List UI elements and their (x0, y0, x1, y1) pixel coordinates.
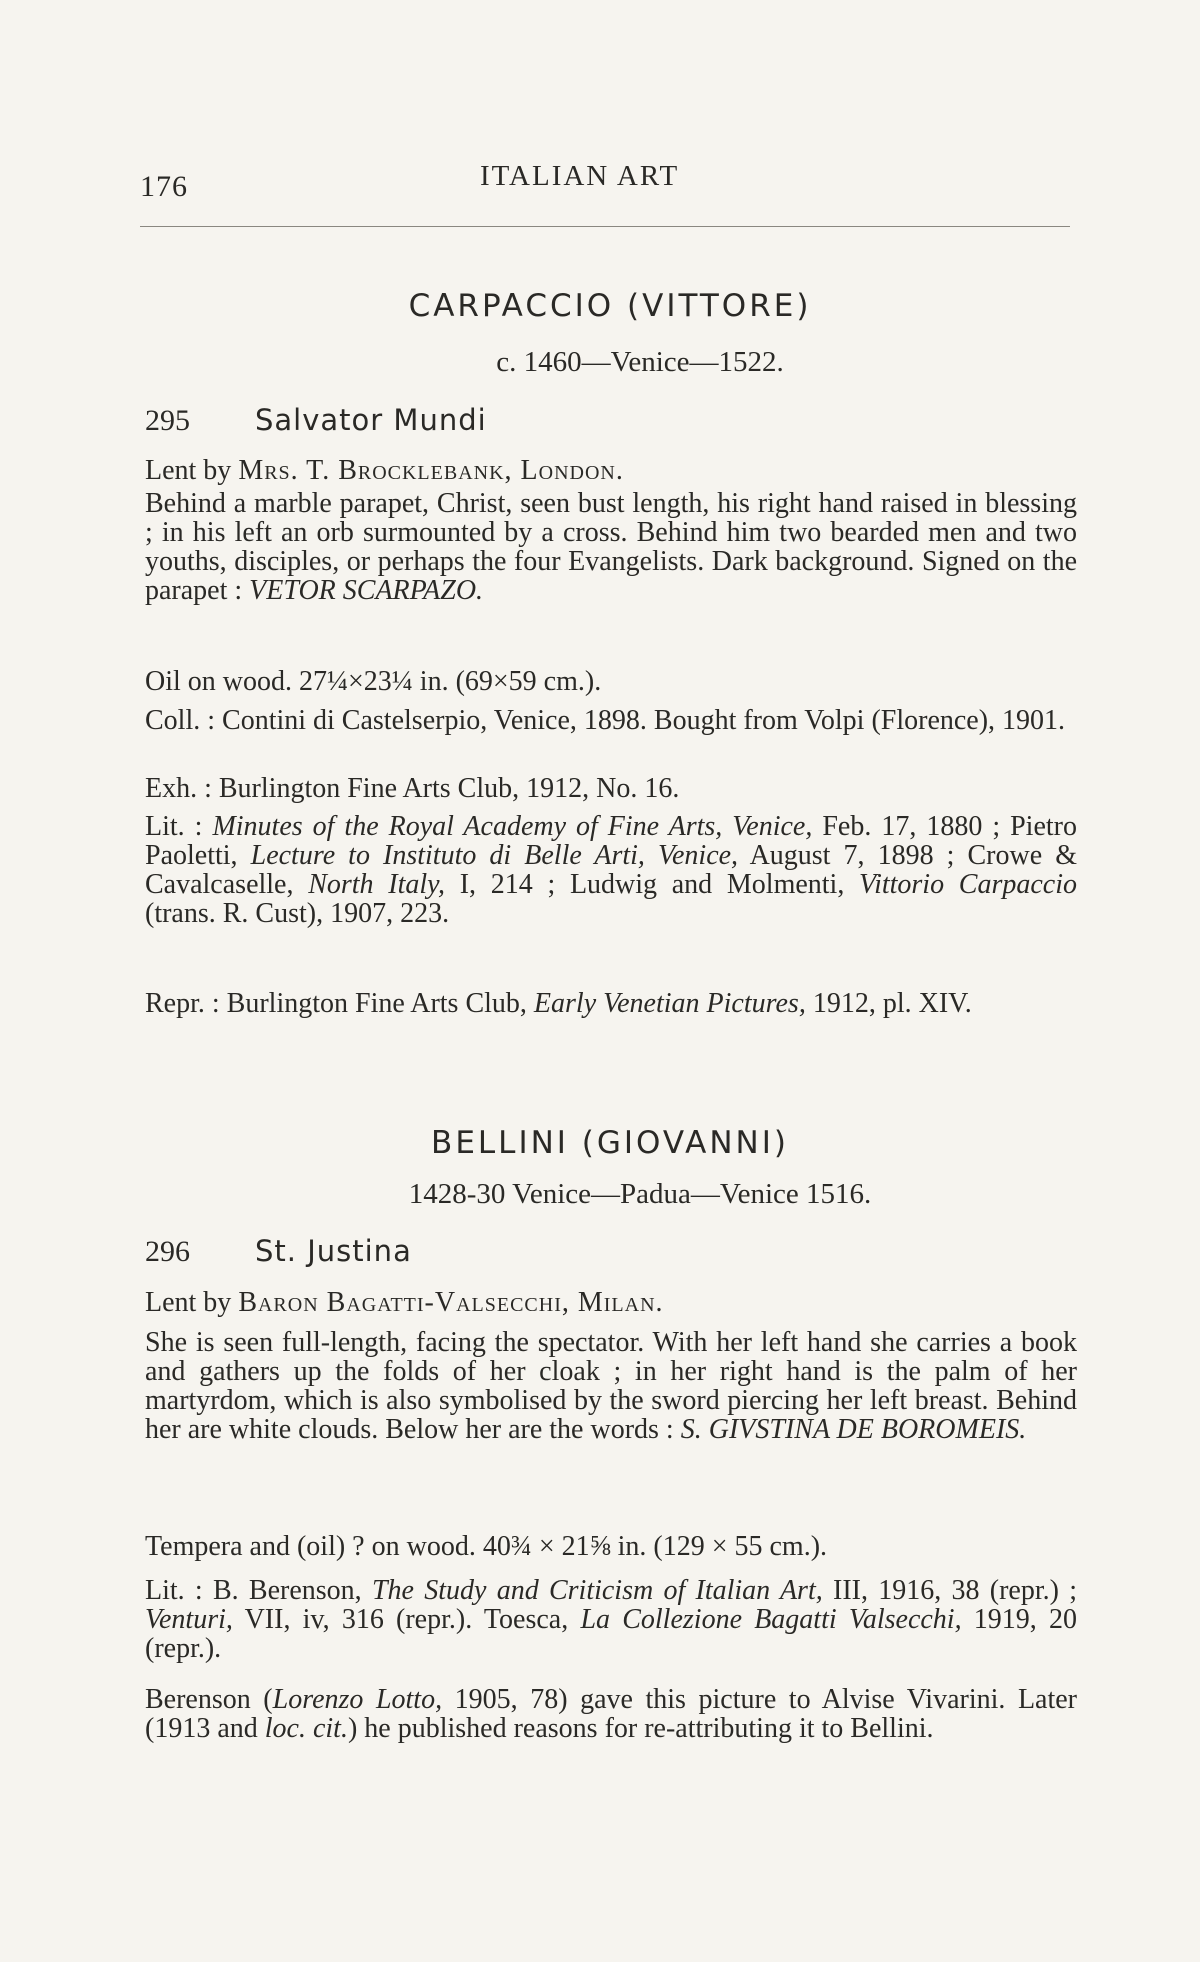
lit-text-6: 1919, 20 (repr.). (145, 1604, 1078, 1664)
note-text-3: 1905, 78) gave this picture to Alvise Vivarini. Later (1913 and (145, 1684, 1078, 1744)
repr-rest: 1912, pl. XIV. (805, 988, 972, 1019)
lender-line (145, 1288, 1077, 1317)
lit-title-1: Minutes of the Royal Academy of Fine Arts, Venice, (212, 811, 813, 842)
lit-title-5: North Italy, (308, 869, 446, 900)
literature-block (145, 1576, 1077, 1663)
literature-block (145, 812, 1077, 928)
running-title: ITALIAN ART (480, 160, 680, 192)
lit-text-2: III, 1916, 38 (repr.) ; (822, 1575, 1078, 1606)
lender-prefix: Lent by (145, 1287, 239, 1318)
lender-line (145, 456, 1077, 485)
note-text-5: ) he published reasons for re-attributing it to Bellini. (347, 1713, 934, 1744)
lender-name: Mrs. T. Brocklebank, London. (238, 455, 624, 486)
entry-description (145, 1328, 1077, 1444)
lit-prefix: Lit. : (145, 811, 213, 842)
lender-name: Baron Bagatti-Valsecchi, Milan. (238, 1287, 664, 1318)
description-text: She is seen full-length, facing the spectator. With her left hand she carries a book and gathers up the folds of her cloak ; in her right hand is the palm of her martyrdom, which is also symbolised by the sword piercing her left breast. Behind her are white clouds. Below her are the words : (145, 1327, 1077, 1445)
lit-title-1: The Study and Criticism of Italian Art, (371, 1575, 823, 1606)
entry-title: Salvator Mundi (255, 403, 487, 437)
lit-prefix: Lit. : B. Berenson, (145, 1575, 372, 1606)
exhibition-line: Exh. : Burlington Fine Arts Club, 1912, No. 16. (145, 773, 680, 804)
entry-heading-296 (145, 1234, 1075, 1269)
note-text-1: Berenson ( (145, 1684, 273, 1715)
lit-title-3: Lecture to Instituto di Belle Arti, Venice, (250, 840, 739, 871)
lit-title-5: La Collezione Bagatti Valsecchi, (580, 1604, 962, 1635)
attribution-note (145, 1685, 1077, 1743)
catalogue-number: 296 (145, 1235, 190, 1268)
medium-line: Oil on wood. 27¼×23¼ in. (69×59 cm.). (145, 666, 602, 697)
running-head (140, 160, 1070, 203)
artist-dates-bellini: 1428-30 Venice—Padua—Venice 1516. (408, 1178, 872, 1210)
note-title-2: Lorenzo Lotto, (272, 1684, 443, 1715)
lit-title-7: Vittorio Carpaccio (859, 869, 1077, 900)
medium-line: Tempera and (oil) ? on wood. 40¾ × 21⅝ in. (129 × 55 cm.). (145, 1531, 828, 1562)
catalogue-number: 295 (145, 404, 190, 437)
artist-heading-bellini: BELLINI (GIOVANNI) (431, 1125, 789, 1161)
reproduction-line (145, 989, 1077, 1018)
lit-text-2: Feb. 17, 1880 ; Pietro Paoletti, (145, 811, 1077, 871)
lit-text-4: August 7, 1898 ; Crowe & Cavalcaselle, (145, 840, 1078, 900)
lit-text-8: (trans. R. Cust), 1907, 223. (145, 898, 450, 929)
lit-text-4: VII, iv, 316 (repr.). Toesca, (232, 1604, 581, 1635)
repr-title: Early Venetian Pictures, (533, 988, 806, 1019)
lit-text-6: I, 214 ; Ludwig and Molmenti, (445, 869, 860, 900)
header-rule (140, 226, 1070, 227)
entry-heading-295 (145, 403, 1075, 438)
entry-title: St. Justina (255, 1234, 412, 1268)
inscription-text: S. GIVSTINA DE BOROMEIS. (680, 1414, 1027, 1445)
artist-dates-carpaccio: c. 1460—Venice—1522. (496, 346, 784, 378)
signature-text: VETOR SCARPAZO. (249, 575, 484, 606)
lender-prefix: Lent by (145, 455, 239, 486)
artist-heading-carpaccio: CARPACCIO (VITTORE) (408, 288, 812, 324)
entry-description (145, 489, 1077, 605)
page-number: 176 (140, 170, 188, 203)
lit-title-3: Venturi, (145, 1604, 233, 1635)
description-text: Behind a marble parapet, Christ, seen bust length, his right hand raised in blessing ; in his left an orb surmounted by a cross. Behind him two bearded men and two youths, disciples, or perhaps the four Evangelists. Dark background. Signed on the parapet : (145, 488, 1077, 606)
note-italic-4: loc. cit. (264, 1713, 348, 1744)
collection-line: Coll. : Contini di Castelserpio, Venice, 1898. Bought from Volpi (Florence), 1901. (145, 705, 1066, 736)
repr-prefix: Repr. : Burlington Fine Arts Club, (145, 988, 534, 1019)
